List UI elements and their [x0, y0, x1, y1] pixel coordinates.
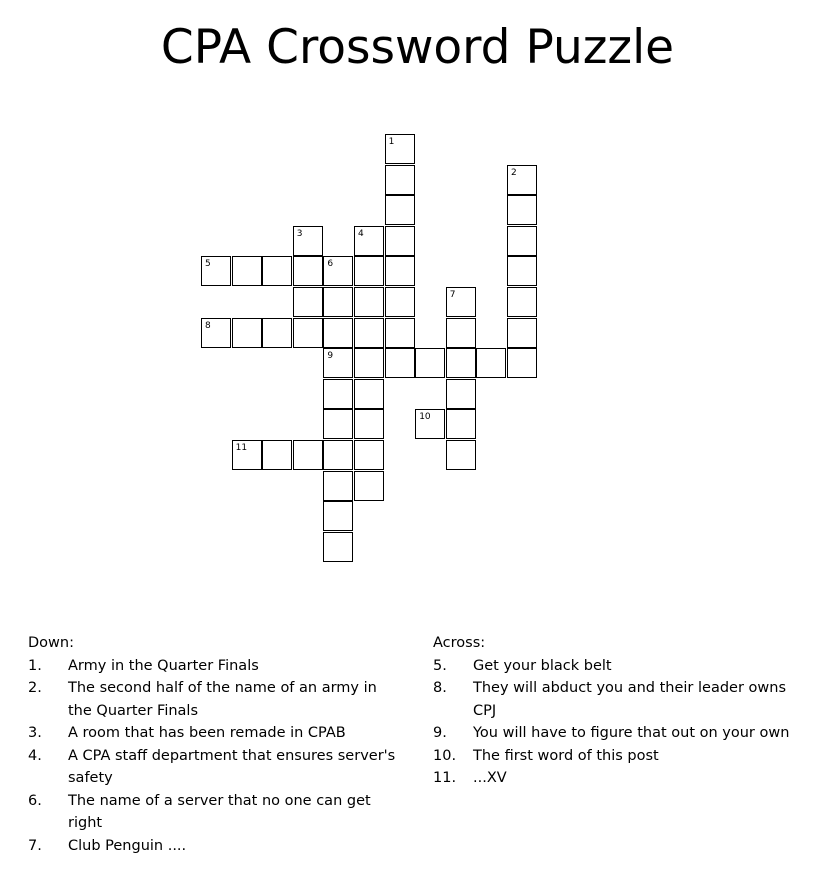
- grid-cell[interactable]: [507, 348, 537, 378]
- grid-cell[interactable]: [354, 287, 384, 317]
- grid-cell[interactable]: [232, 440, 262, 470]
- clue-number: 2.: [28, 680, 42, 696]
- cell-number: 2: [511, 167, 517, 178]
- grid-cell[interactable]: [323, 440, 353, 470]
- clue-text: They will abduct you and their leader owns CPJ: [473, 680, 787, 719]
- grid-cell[interactable]: [354, 318, 384, 348]
- grid-cell[interactable]: [354, 348, 384, 378]
- clue-number: 1.: [28, 657, 42, 674]
- clue-text: The second half of the name of an army in the Quarter Finals: [68, 680, 377, 719]
- grid-cell[interactable]: [262, 318, 292, 348]
- clue-text: The name of a server that no one can get right: [68, 792, 371, 831]
- grid-cell[interactable]: [507, 318, 537, 348]
- clue-text: Army in the Quarter Finals: [68, 657, 259, 674]
- grid-cell[interactable]: [385, 287, 415, 317]
- grid-cell[interactable]: [323, 256, 353, 286]
- clue-text: The first word of this post: [473, 747, 659, 764]
- grid-cell[interactable]: [476, 348, 506, 378]
- grid-cell[interactable]: [293, 256, 323, 286]
- grid-cell[interactable]: [446, 318, 476, 348]
- grid-cell[interactable]: [354, 471, 384, 501]
- cell-number: 8: [205, 320, 211, 331]
- grid-cell[interactable]: [385, 195, 415, 225]
- cell-number: 9: [327, 351, 334, 362]
- cell-number: 3: [296, 228, 303, 239]
- grid-cell[interactable]: [201, 318, 231, 348]
- grid-cell[interactable]: [323, 471, 353, 501]
- down-clue: [28, 655, 398, 678]
- clue-number: 11.: [433, 770, 457, 786]
- grid-cell[interactable]: [323, 287, 353, 317]
- cell-number: 1: [388, 137, 395, 147]
- clue-number: 7.: [28, 837, 42, 854]
- grid-cell[interactable]: [446, 409, 476, 439]
- clue-text: Club Penguin ....: [68, 837, 187, 854]
- grid-cell[interactable]: [385, 256, 415, 286]
- across-clues: [433, 632, 813, 790]
- cell-number: 10: [419, 412, 431, 423]
- grid-cell[interactable]: [232, 256, 262, 286]
- down-heading: Down:: [28, 635, 74, 651]
- grid-cell[interactable]: [507, 287, 537, 317]
- grid-cell[interactable]: [323, 501, 353, 531]
- grid-cell[interactable]: [507, 195, 537, 225]
- clue-number: 8.: [433, 680, 447, 696]
- grid-cell[interactable]: [507, 165, 537, 195]
- down-clue-list: [28, 655, 398, 858]
- clue-number: 10.: [433, 747, 457, 764]
- grid-cell[interactable]: [415, 409, 445, 439]
- across-clue: [433, 677, 813, 722]
- grid-cell[interactable]: [385, 165, 415, 195]
- clue-number: 5.: [433, 657, 447, 674]
- grid-cell[interactable]: [293, 318, 323, 348]
- clue-number: 3.: [28, 725, 42, 741]
- cell-number: 11: [235, 443, 248, 453]
- grid-cell[interactable]: [415, 348, 445, 378]
- grid-cell[interactable]: [323, 348, 353, 378]
- clue-text: You will have to figure that out on your own: [473, 725, 790, 741]
- grid-cell[interactable]: [323, 532, 353, 562]
- grid-cell[interactable]: [323, 409, 353, 439]
- grid-cell[interactable]: [232, 318, 262, 348]
- across-heading: Across:: [433, 635, 486, 651]
- across-clue: [433, 767, 813, 790]
- grid-cell[interactable]: [385, 226, 415, 256]
- grid-cell[interactable]: [507, 226, 537, 256]
- down-clue: [28, 677, 398, 722]
- grid-cell[interactable]: [446, 348, 476, 378]
- clue-text: ...XV: [473, 770, 507, 786]
- grid-cell[interactable]: [354, 226, 384, 256]
- grid-cell[interactable]: [354, 409, 384, 439]
- clue-text: A room that has been remade in CPAB: [68, 725, 346, 741]
- grid-cell[interactable]: [385, 348, 415, 378]
- down-clue: [28, 790, 398, 835]
- down-clue: [28, 835, 398, 858]
- grid-cell[interactable]: [385, 318, 415, 348]
- cell-number: 6: [327, 259, 334, 270]
- grid-cell[interactable]: [446, 287, 476, 317]
- puzzle-title: CPA Crossword Puzzle: [160, 20, 675, 75]
- grid-cell[interactable]: [262, 440, 292, 470]
- grid-cell[interactable]: [385, 134, 415, 164]
- grid-cell[interactable]: [201, 256, 231, 286]
- grid-cell[interactable]: [507, 256, 537, 286]
- clue-number: 6.: [28, 792, 42, 809]
- grid-cell[interactable]: [354, 379, 384, 409]
- clue-number: 4.: [28, 747, 42, 764]
- grid-cell[interactable]: [293, 440, 323, 470]
- grid-cell[interactable]: [293, 287, 323, 317]
- down-clues: [28, 632, 398, 857]
- down-clue: [28, 745, 398, 790]
- grid-cell[interactable]: [354, 256, 384, 286]
- across-clue: [433, 745, 813, 768]
- grid-cell[interactable]: [323, 379, 353, 409]
- grid-cell[interactable]: [323, 318, 353, 348]
- grid-cell[interactable]: [262, 256, 292, 286]
- clue-text: Get your black belt: [473, 657, 612, 674]
- cell-number: 4: [358, 228, 364, 239]
- grid-cell[interactable]: [354, 440, 384, 470]
- grid-cell[interactable]: [293, 226, 323, 256]
- grid-cell[interactable]: [446, 440, 476, 470]
- grid-cell[interactable]: [446, 379, 476, 409]
- across-clue: [433, 655, 813, 678]
- clue-number: 9.: [433, 725, 447, 741]
- cell-number: 5: [205, 259, 211, 270]
- down-clue: [28, 722, 398, 745]
- across-clue-list: [433, 655, 813, 790]
- clue-text: A CPA staff department that ensures server's safety: [68, 747, 396, 786]
- across-clue: [433, 722, 813, 745]
- cell-number: 7: [449, 290, 456, 300]
